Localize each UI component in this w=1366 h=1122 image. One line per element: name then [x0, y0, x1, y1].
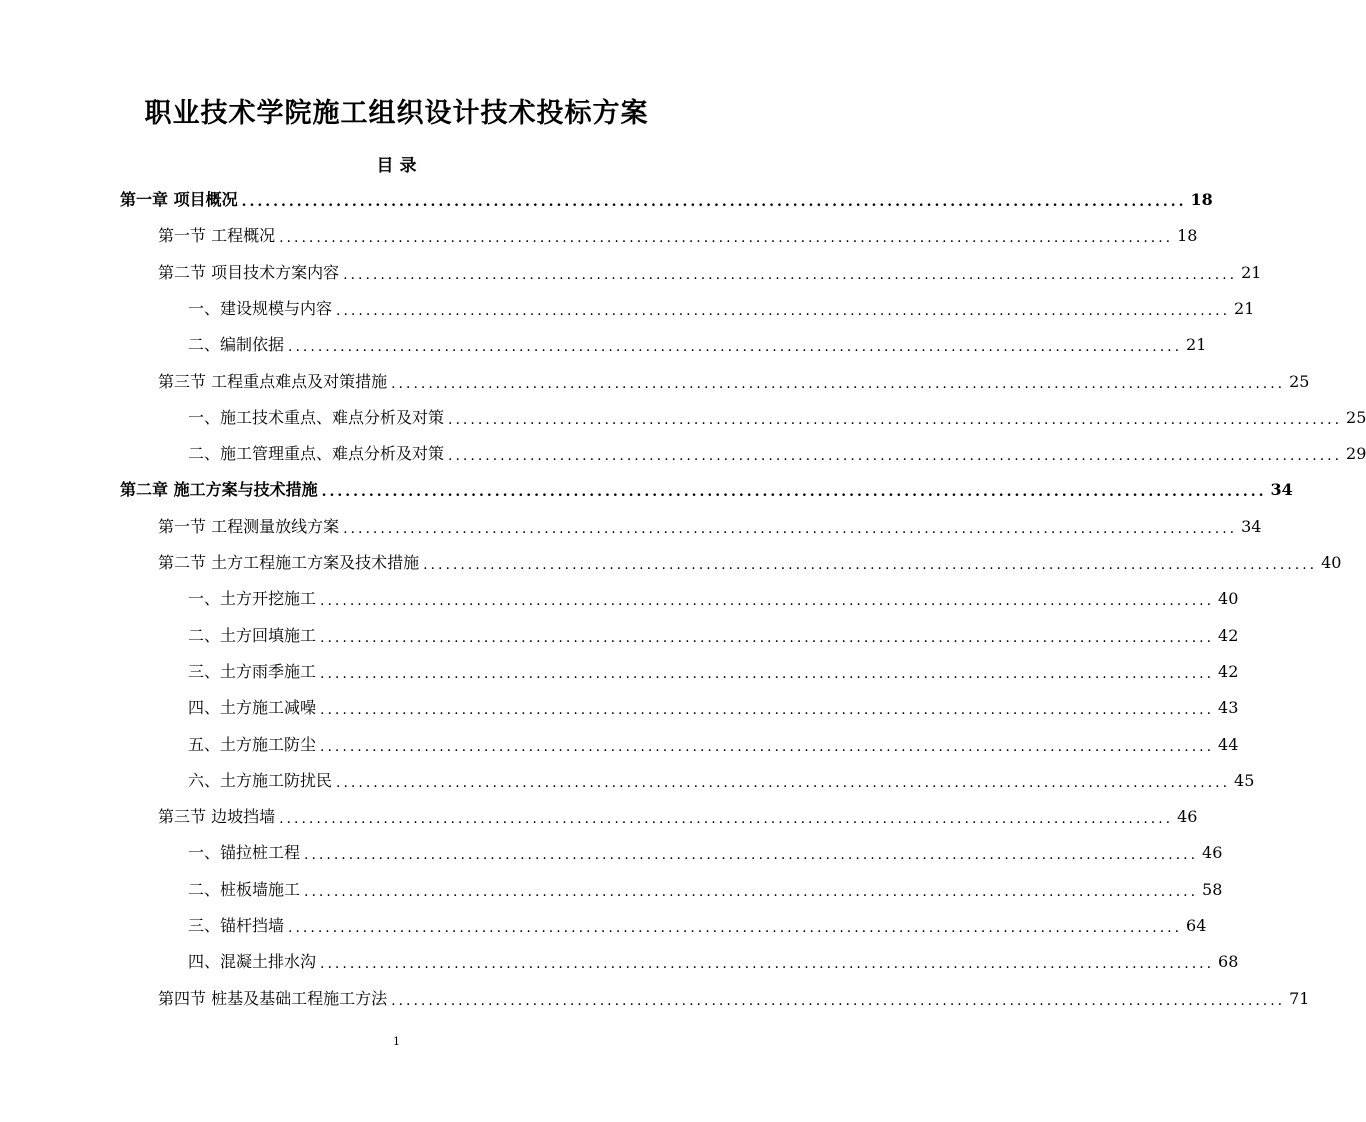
- toc-entry[interactable]: [188, 587, 1239, 611]
- toc-entry-label: 一、建设规模与内容: [188, 299, 333, 318]
- toc-entry-page: 46: [1202, 843, 1223, 862]
- toc-entry-page: 25: [1289, 372, 1310, 391]
- toc-entry-page: 18: [1190, 190, 1213, 209]
- toc-entry-label: 第三节 边坡挡墙: [158, 807, 276, 826]
- toc-entry-page: 46: [1177, 807, 1198, 826]
- toc-entry-page: 21: [1234, 299, 1255, 318]
- toc-entry[interactable]: [188, 878, 1223, 902]
- toc-entry[interactable]: [188, 696, 1239, 720]
- toc-entry-page: 64: [1186, 916, 1207, 935]
- toc-entry-label: 四、土方施工减噪: [188, 698, 317, 717]
- toc-entry-page: 29: [1346, 444, 1366, 463]
- toc-entry-page: 34: [1241, 517, 1262, 536]
- page-number: 1: [393, 1035, 400, 1048]
- toc-entry-label: 六、土方施工防扰民: [188, 771, 333, 790]
- toc-dot-leader: ........................................................................................................................: [304, 884, 1199, 900]
- toc-entry[interactable]: [158, 515, 1262, 539]
- toc-dot-leader: ........................................................................................................................: [241, 194, 1187, 210]
- toc-entry-page: 18: [1177, 226, 1198, 245]
- toc-entry[interactable]: [188, 950, 1239, 974]
- toc-entry[interactable]: [158, 987, 1310, 1011]
- toc-entry[interactable]: [188, 333, 1207, 357]
- toc-entry-label: 五、土方施工防尘: [188, 735, 317, 754]
- toc-dot-leader: ........................................................................................................................: [279, 811, 1174, 827]
- toc-dot-leader: ........................................................................................................................: [288, 339, 1183, 355]
- toc-entry[interactable]: [158, 370, 1310, 394]
- toc-entry-page: 21: [1241, 263, 1262, 282]
- toc-entry-label: 二、编制依据: [188, 335, 285, 354]
- toc-entry-label: 第一章 项目概况: [120, 190, 238, 209]
- toc-entry[interactable]: [188, 841, 1223, 865]
- toc-entry[interactable]: [188, 769, 1255, 793]
- toc-entry-page: 21: [1186, 335, 1207, 354]
- toc-dot-leader: ........................................................................................................................: [391, 376, 1286, 392]
- toc-entry-label: 二、桩板墙施工: [188, 880, 301, 899]
- toc-entry-label: 第三节 工程重点难点及对策措施: [158, 372, 388, 391]
- toc-entry-page: 68: [1218, 952, 1239, 971]
- toc-dot-leader: ........................................................................................................................: [321, 484, 1267, 500]
- toc-entry[interactable]: [158, 224, 1198, 248]
- toc-dot-leader: ........................................................................................................................: [423, 557, 1318, 573]
- toc-entry-page: 42: [1218, 626, 1239, 645]
- toc-entry-label: 一、土方开挖施工: [188, 589, 317, 608]
- toc-dot-leader: ........................................................................................................................: [320, 956, 1215, 972]
- toc-dot-leader: ........................................................................................................................: [320, 702, 1215, 718]
- toc-entry[interactable]: [188, 406, 1366, 430]
- toc-entry-page: 34: [1270, 480, 1293, 499]
- toc-entry-page: 43: [1218, 698, 1239, 717]
- toc-dot-leader: ........................................................................................................................: [304, 847, 1199, 863]
- toc-entry-page: 40: [1218, 589, 1239, 608]
- toc-entry-label: 二、土方回填施工: [188, 626, 317, 645]
- toc-entry-page: 25: [1346, 408, 1366, 427]
- toc-entry[interactable]: [158, 551, 1342, 575]
- toc-entry-page: 71: [1289, 989, 1310, 1008]
- toc-entry[interactable]: [188, 660, 1239, 684]
- toc-entry-label: 四、混凝土排水沟: [188, 952, 317, 971]
- toc-entry[interactable]: [158, 805, 1198, 829]
- toc-dot-leader: ........................................................................................................................: [336, 303, 1231, 319]
- toc-entry-label: 二、施工管理重点、难点分析及对策: [188, 444, 445, 463]
- toc-entry-label: 第二节 项目技术方案内容: [158, 263, 340, 282]
- toc-entry[interactable]: [120, 188, 1213, 212]
- toc-entry[interactable]: [188, 624, 1239, 648]
- toc-dot-leader: ........................................................................................................................: [320, 630, 1215, 646]
- toc-dot-leader: ........................................................................................................................: [288, 920, 1183, 936]
- toc-dot-leader: ........................................................................................................................: [343, 521, 1238, 537]
- toc-entry[interactable]: [188, 733, 1239, 757]
- toc-entry-label: 三、土方雨季施工: [188, 662, 317, 681]
- toc-entry-label: 一、施工技术重点、难点分析及对策: [188, 408, 445, 427]
- toc-heading: 目 录: [376, 156, 417, 176]
- toc-entry-label: 第二章 施工方案与技术措施: [120, 480, 318, 499]
- toc-entry[interactable]: [120, 478, 1293, 502]
- toc-dot-leader: ........................................................................................................................: [391, 993, 1286, 1009]
- toc-entry-label: 一、锚拉桩工程: [188, 843, 301, 862]
- toc-dot-leader: ........................................................................................................................: [343, 267, 1238, 283]
- toc-dot-leader: ........................................................................................................................: [320, 666, 1215, 682]
- toc-entry-page: 58: [1202, 880, 1223, 899]
- toc-entry[interactable]: [188, 442, 1366, 466]
- toc-entry-label: 三、锚杆挡墙: [188, 916, 285, 935]
- toc-dot-leader: ........................................................................................................................: [448, 412, 1343, 428]
- toc-entry[interactable]: [188, 914, 1207, 938]
- toc-entry-page: 45: [1234, 771, 1255, 790]
- toc-entry-label: 第一节 工程概况: [158, 226, 276, 245]
- toc-dot-leader: ........................................................................................................................: [279, 230, 1174, 246]
- toc-entry-page: 42: [1218, 662, 1239, 681]
- toc-entry-label: 第二节 土方工程施工方案及技术措施: [158, 553, 420, 572]
- toc-dot-leader: ........................................................................................................................: [336, 775, 1231, 791]
- toc-entry[interactable]: [188, 297, 1255, 321]
- toc-dot-leader: ........................................................................................................................: [448, 448, 1343, 464]
- toc-entry-page: 40: [1321, 553, 1342, 572]
- document-title: 职业技术学院施工组织设计技术投标方案: [144, 98, 649, 129]
- toc-entry-label: 第一节 工程测量放线方案: [158, 517, 340, 536]
- toc-entry[interactable]: [158, 261, 1262, 285]
- toc-dot-leader: ........................................................................................................................: [320, 593, 1215, 609]
- toc-dot-leader: ........................................................................................................................: [320, 739, 1215, 755]
- toc-entry-page: 44: [1218, 735, 1239, 754]
- toc-entry-label: 第四节 桩基及基础工程施工方法: [158, 989, 388, 1008]
